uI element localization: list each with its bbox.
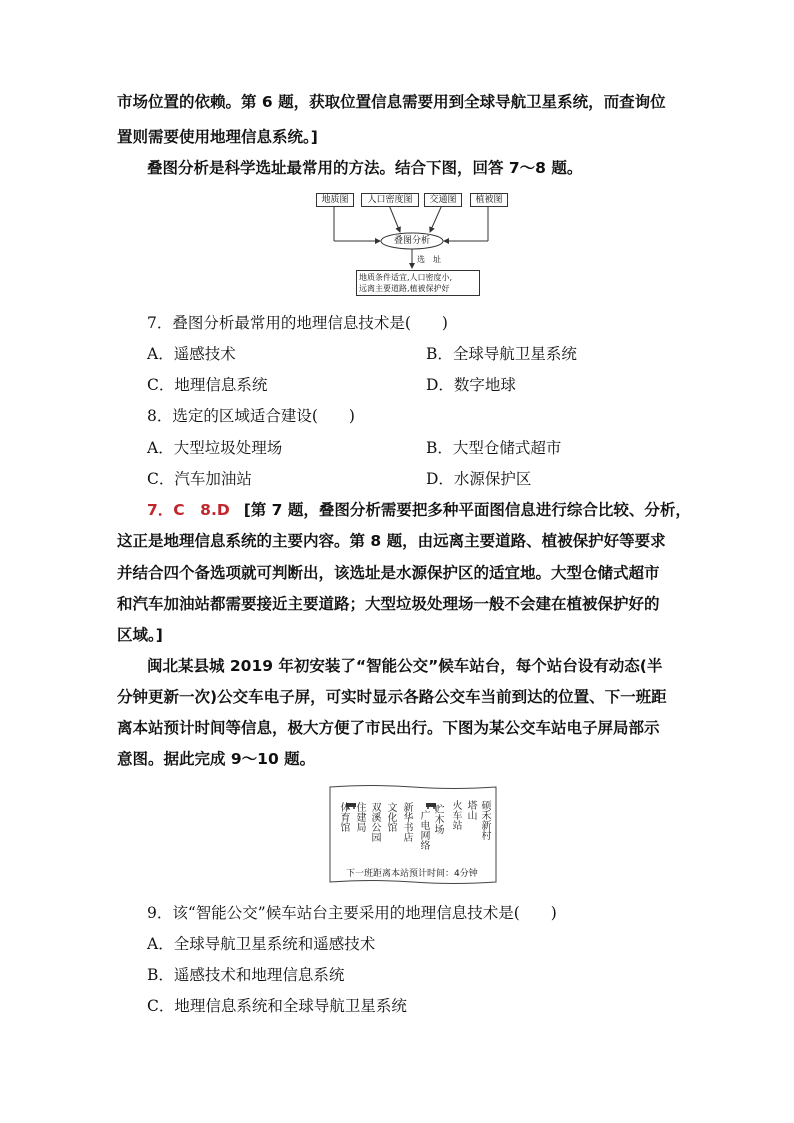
answer-7-8-line2: 这正是地理信息系统的主要内容。第 8 题，由远离主要道路、植被保护好等要求 [117,532,666,550]
intro2-line1: 闽北某县城 2019 年初安装了“智能公交”候车站台，每个站台设有动态(半 [147,657,663,675]
q9-option-a: A．全球导航卫星系统和遥感技术 [147,935,376,953]
intro-q7-8: 叠图分析是科学选址最常用的方法。结合下图，回答 7～8 题。 [147,159,583,177]
para1-line2: 置则需要使用地理信息系统。] [117,128,318,146]
map-population-density: 人口密度图 [361,193,419,207]
answer-7-8-line3: 并结合四个备选项就可判断出，该选址是水源保护区的适宜地。大型仓储式超市 [117,564,660,582]
q7-stem: 7．叠图分析最常用的地理信息技术是( ) [147,314,448,332]
station-name: 住建局 [354,802,365,832]
intro2-line3: 离本站预计时间等信息，极大方便了市民出行。下图为某公交车站电子屏局部示 [117,719,660,737]
station-name: 文化馆 [385,802,396,832]
arrival-time-text: 下一班距离本站预计时间：4分钟 [346,869,478,879]
q8-option-d: D．水源保护区 [426,470,532,488]
answer-7-8-line4: 和汽车加油站都需要接近主要道路；大型垃圾处理场一般不会建在植被保护好的 [117,595,660,613]
station-name: 贮木场 [432,804,443,834]
station-name: 双溪公园 [369,802,380,842]
map-traffic: 交通图 [424,193,462,207]
q7-option-c: C．地理信息系统 [147,376,268,394]
q8-option-a: A．大型垃圾处理场 [147,439,283,457]
answer-key: 7．C 8.D [147,501,230,519]
selection-result-box [356,270,480,296]
q7-option-d: D．数字地球 [426,376,516,394]
station-name: 塔山 [465,800,476,820]
bus-icon [346,794,356,800]
station-name: 火车站 [450,800,461,830]
para1-line1: 市场位置的依赖。第 6 题，获取位置信息需要用到全球导航卫星系统，而查询位 [117,93,666,111]
map-geology: 地质图 [316,193,354,207]
q9-option-b: B．遥感技术和地理信息系统 [147,966,345,984]
answer-7-8-line5: 区域。] [117,626,163,644]
intro2-line2: 分钟更新一次)公交车电子屏，可实时显示各路公交车当前到达的位置、下一班距 [117,688,667,706]
result-line1: 地质条件适宜,人口密度小, [359,273,453,282]
result-line2: 远离主要道路,植被保护好 [359,284,450,293]
q9-option-c: C．地理信息系统和全球导航卫星系统 [147,997,407,1015]
q8-stem: 8．选定的区域适合建设( ) [147,407,355,425]
answer-explanation-start: [第 7 题，叠图分析需要把多种平面图信息进行综合比较、分析， [243,501,691,519]
q7-option-b: B．全球导航卫星系统 [426,345,577,363]
intro2-line4: 意图。据此完成 9～10 题。 [117,750,316,768]
station-name: 广电网络 [418,810,429,850]
q7-option-a: A．遥感技术 [147,345,236,363]
bus-icon [426,794,436,800]
q8-option-c: C．汽车加油站 [147,470,252,488]
bus-screen-figure [328,784,498,886]
overlay-analysis-diagram [300,188,510,300]
answer-7-8-line1 [147,500,691,520]
map-vegetation: 植被图 [470,193,508,207]
station-name: 新华书店 [401,802,412,842]
station-name: 体育馆 [338,802,349,832]
station-name: 硕禾新村 [479,800,490,840]
site-selection-label: 选 址 [417,255,441,264]
q9-stem: 9．该“智能公交”候车站台主要采用的地理信息技术是( ) [147,904,557,922]
q8-option-b: B．大型仓储式超市 [426,439,562,457]
overlay-analysis-node: 叠图分析 [393,236,430,246]
